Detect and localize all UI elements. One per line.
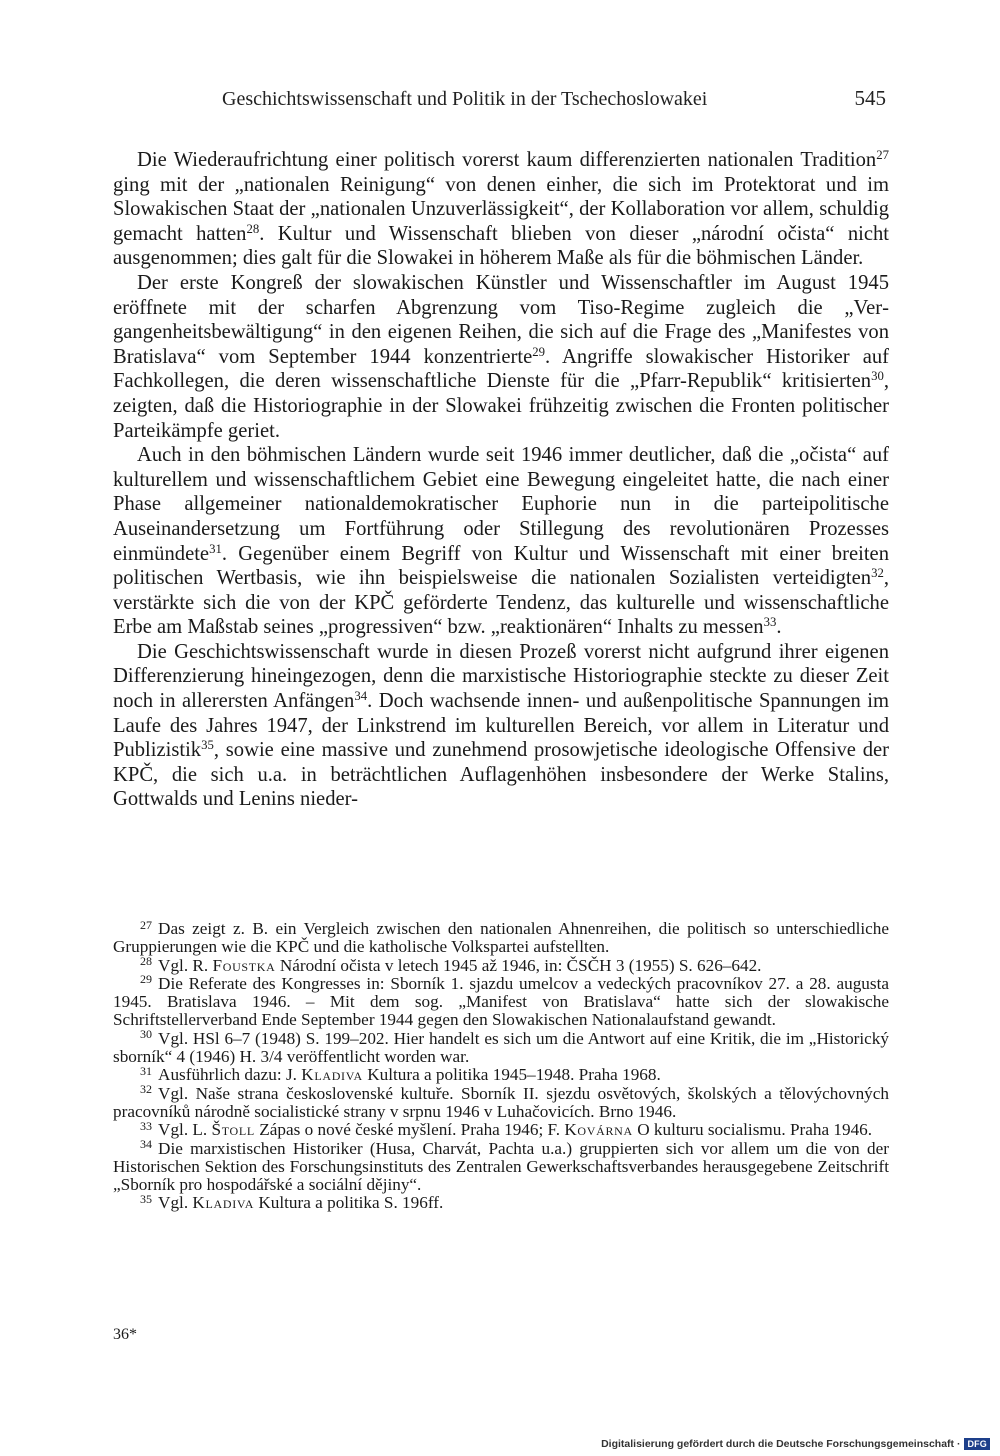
footnote-ref[interactable]: 28 <box>246 221 260 236</box>
footnote: $^{28}$ Vgl. R. Foustka Národní očista v letech 1945 až 1946, in: ČSČH 3 (1955) S. 626–642. <box>140 954 762 975</box>
footnote: $^{35}$ Vgl. Kladiva Kultura a politika S. 196ff. <box>140 1192 444 1213</box>
footnote: $^{32}$ Vgl. Naše strana československé kultuře. Sborník II. sjezdu osvětových, školských a tělovýchovných pracovníků národně socialistické strany v srpnu 1946 v Luhačovicích. Brno 1946. <box>113 1082 889 1121</box>
author-name: Kovárna <box>564 1120 633 1140</box>
footnote: $^{33}$ Vgl. L. Štoll Zápas o nové české myšlení. Praha 1946; F. Kovárna O kulturu socialismu. Praha 1946. <box>140 1118 873 1140</box>
footnote-ref[interactable]: 27 <box>876 147 889 162</box>
footnote-ref[interactable]: 32 <box>871 566 884 581</box>
author-name: Foustka <box>212 955 276 975</box>
paragraph: Die Wiederaufrichtung einer politisch vorerst kaum differenzierten nationalen Tradition$^{27}$ ging mit der „nationalen Reinigung“ von denen einher, die sich im Protektorat und im Slowakischen Staat der „nationalen Unzuverlässigkeit“, der Kollaboration vor allem, schuldig gemacht hatten$^{28}$. Kultur und Wissenschaft blieben von dieser „národní očista“ nicht ausgenommen; dies galt für die Slowakei in höherem Maße als für die böhmischen Länder. <box>113 147 889 270</box>
footnote: $^{34}$ Die marxistischen Historiker (Husa, Charvát, Pachta u.a.) gruppierten sich vor allem um die von der Historischen Sektion des Forschungsinstituts des Zentralen Gewerkschaftsverbandes herausgegebene Zeitschrift „Sborník pro hospodářské a sociální dějiny“. <box>113 1137 889 1195</box>
digitization-text: Digitalisierung gefördert durch die Deutsche Forschungsgemeinschaft · <box>601 1438 961 1450</box>
footnote-ref[interactable]: 29 <box>532 344 546 359</box>
dfg-logo-icon: DFG <box>964 1438 990 1450</box>
footnote-ref[interactable]: 31 <box>209 541 222 556</box>
footnotes <box>113 917 889 1213</box>
footnote-ref[interactable]: 35 <box>201 738 214 753</box>
footnote: $^{31}$ Ausführlich dazu: J. Kladiva Kultura a politika 1945–1948. Praha 1968. <box>140 1063 661 1085</box>
footnote: $^{27}$ Das zeigt z. B. ein Vergleich zwischen den nationalen Ahnenreihen, die politisch so unterschiedliche Gruppierungen wie die KPČ und die katholische Volkspartei aufstellten. <box>113 917 889 957</box>
footnote-ref[interactable]: 33 <box>763 615 777 630</box>
author-name: Kladiva <box>301 1065 363 1085</box>
running-title: Geschichtswissenschaft und Politik in der Tschechoslowakei <box>222 88 708 110</box>
paragraph: Die Geschichtswissenschaft wurde in diesen Prozeß vorerst nicht aufgrund ihrer eigenen Differenzierung hineingezogen, denn die marxistische Historiographie steckte zu dieser Zeit noch in allerersten Anfängen$^{34}$. Doch wachsende innen- und außenpolitische Spannungen im Laufe des Jahres 1947, der Linkstrend im kulturellen Bereich, vor allem in Literatur und Publizistik$^{35}$, sowie eine massive und zunehmend prosowjetische ideologische Offensive der KPČ, die sich u.a. in beträchtlichen Auflagenhöhen insbesondere der Werke Stalins, Gottwalds und Lenins nieder- <box>113 640 889 811</box>
author-name: Štoll <box>211 1120 255 1140</box>
digitization-note <box>601 1438 990 1450</box>
paragraph: Der erste Kongreß der slowakischen Künstler und Wissenschaftler im August 1945 eröffnete mit der scharfen Abgrenzung vom Tiso-Regime zugleich die „Vergangenheitsbewältigung“ in den eigenen Reihen, die sich auf die Frage des „Manifestes von Bratislava“ vom September 1944 konzentrierte$^{29}$. Angriffe slowakischer Historiker auf Fachkollegen, die deren wissenschaftliche Dienste für die „Pfarr-Republik“ kritisierten$^{30}$, zeigten, daß die Historiographie in der Slowakei frühzeitig zwischen die Fronten politischer Parteikämpfe geriet. <box>113 271 889 442</box>
footnote-ref[interactable]: 30 <box>871 369 884 384</box>
author-name: Kladiva <box>192 1193 255 1213</box>
main-text <box>113 148 889 812</box>
running-header <box>222 86 886 111</box>
footnote: $^{30}$ Vgl. HSl 6–7 (1948) S. 199–202. Hier handelt es sich um die Antwort auf eine Kritik, die im „Historický sborník“ 4 (1946) H. 3/4 veröffentlicht worden war. <box>113 1027 889 1067</box>
footnote-ref[interactable]: 34 <box>354 689 368 704</box>
paragraph: Auch in den böhmischen Ländern wurde seit 1946 immer deutlicher, daß die „očista“ auf kulturellem und wissenschaftlichem Gebiet eine Bewegung eingeleitet hatte, die nach einer Phase allgemeiner nationaldemokratischer Euphorie nun in die parteipolitische Auseinandersetzung um Fortführung oder Stillegung des revolutionären Prozesses einmündete$^{31}$. Gegenüber einem Begriff von Kultur und Wissenschaft mit einer breiten politischen Wertbasis, wie ihn beispielsweise die nationalen Sozialisten verteidigten$^{32}$, verstärkte sich die von der KPČ geförderte Tendenz, das kulturelle und wissenschaftliche Erbe am Maßstab seines „progressiven“ bzw. „reaktionären“ Inhalts zu messen$^{33}$. <box>113 444 889 639</box>
signature-mark: 36* <box>113 1326 137 1343</box>
page-number: 545 <box>854 86 886 110</box>
footnote: $^{29}$ Die Referate des Kongresses in: Sborník 1. sjazdu umelcov a vedeckých pracovníkov 27. a 28. augusta 1945. Bratislava 1946. – Mit dem sog. „Manifest von Bratislava“ hatte sich der slowakische Schriftstellerverband Ende September 1944 gegen den Slowakischen Nationalaufstand gewandt. <box>113 972 889 1030</box>
